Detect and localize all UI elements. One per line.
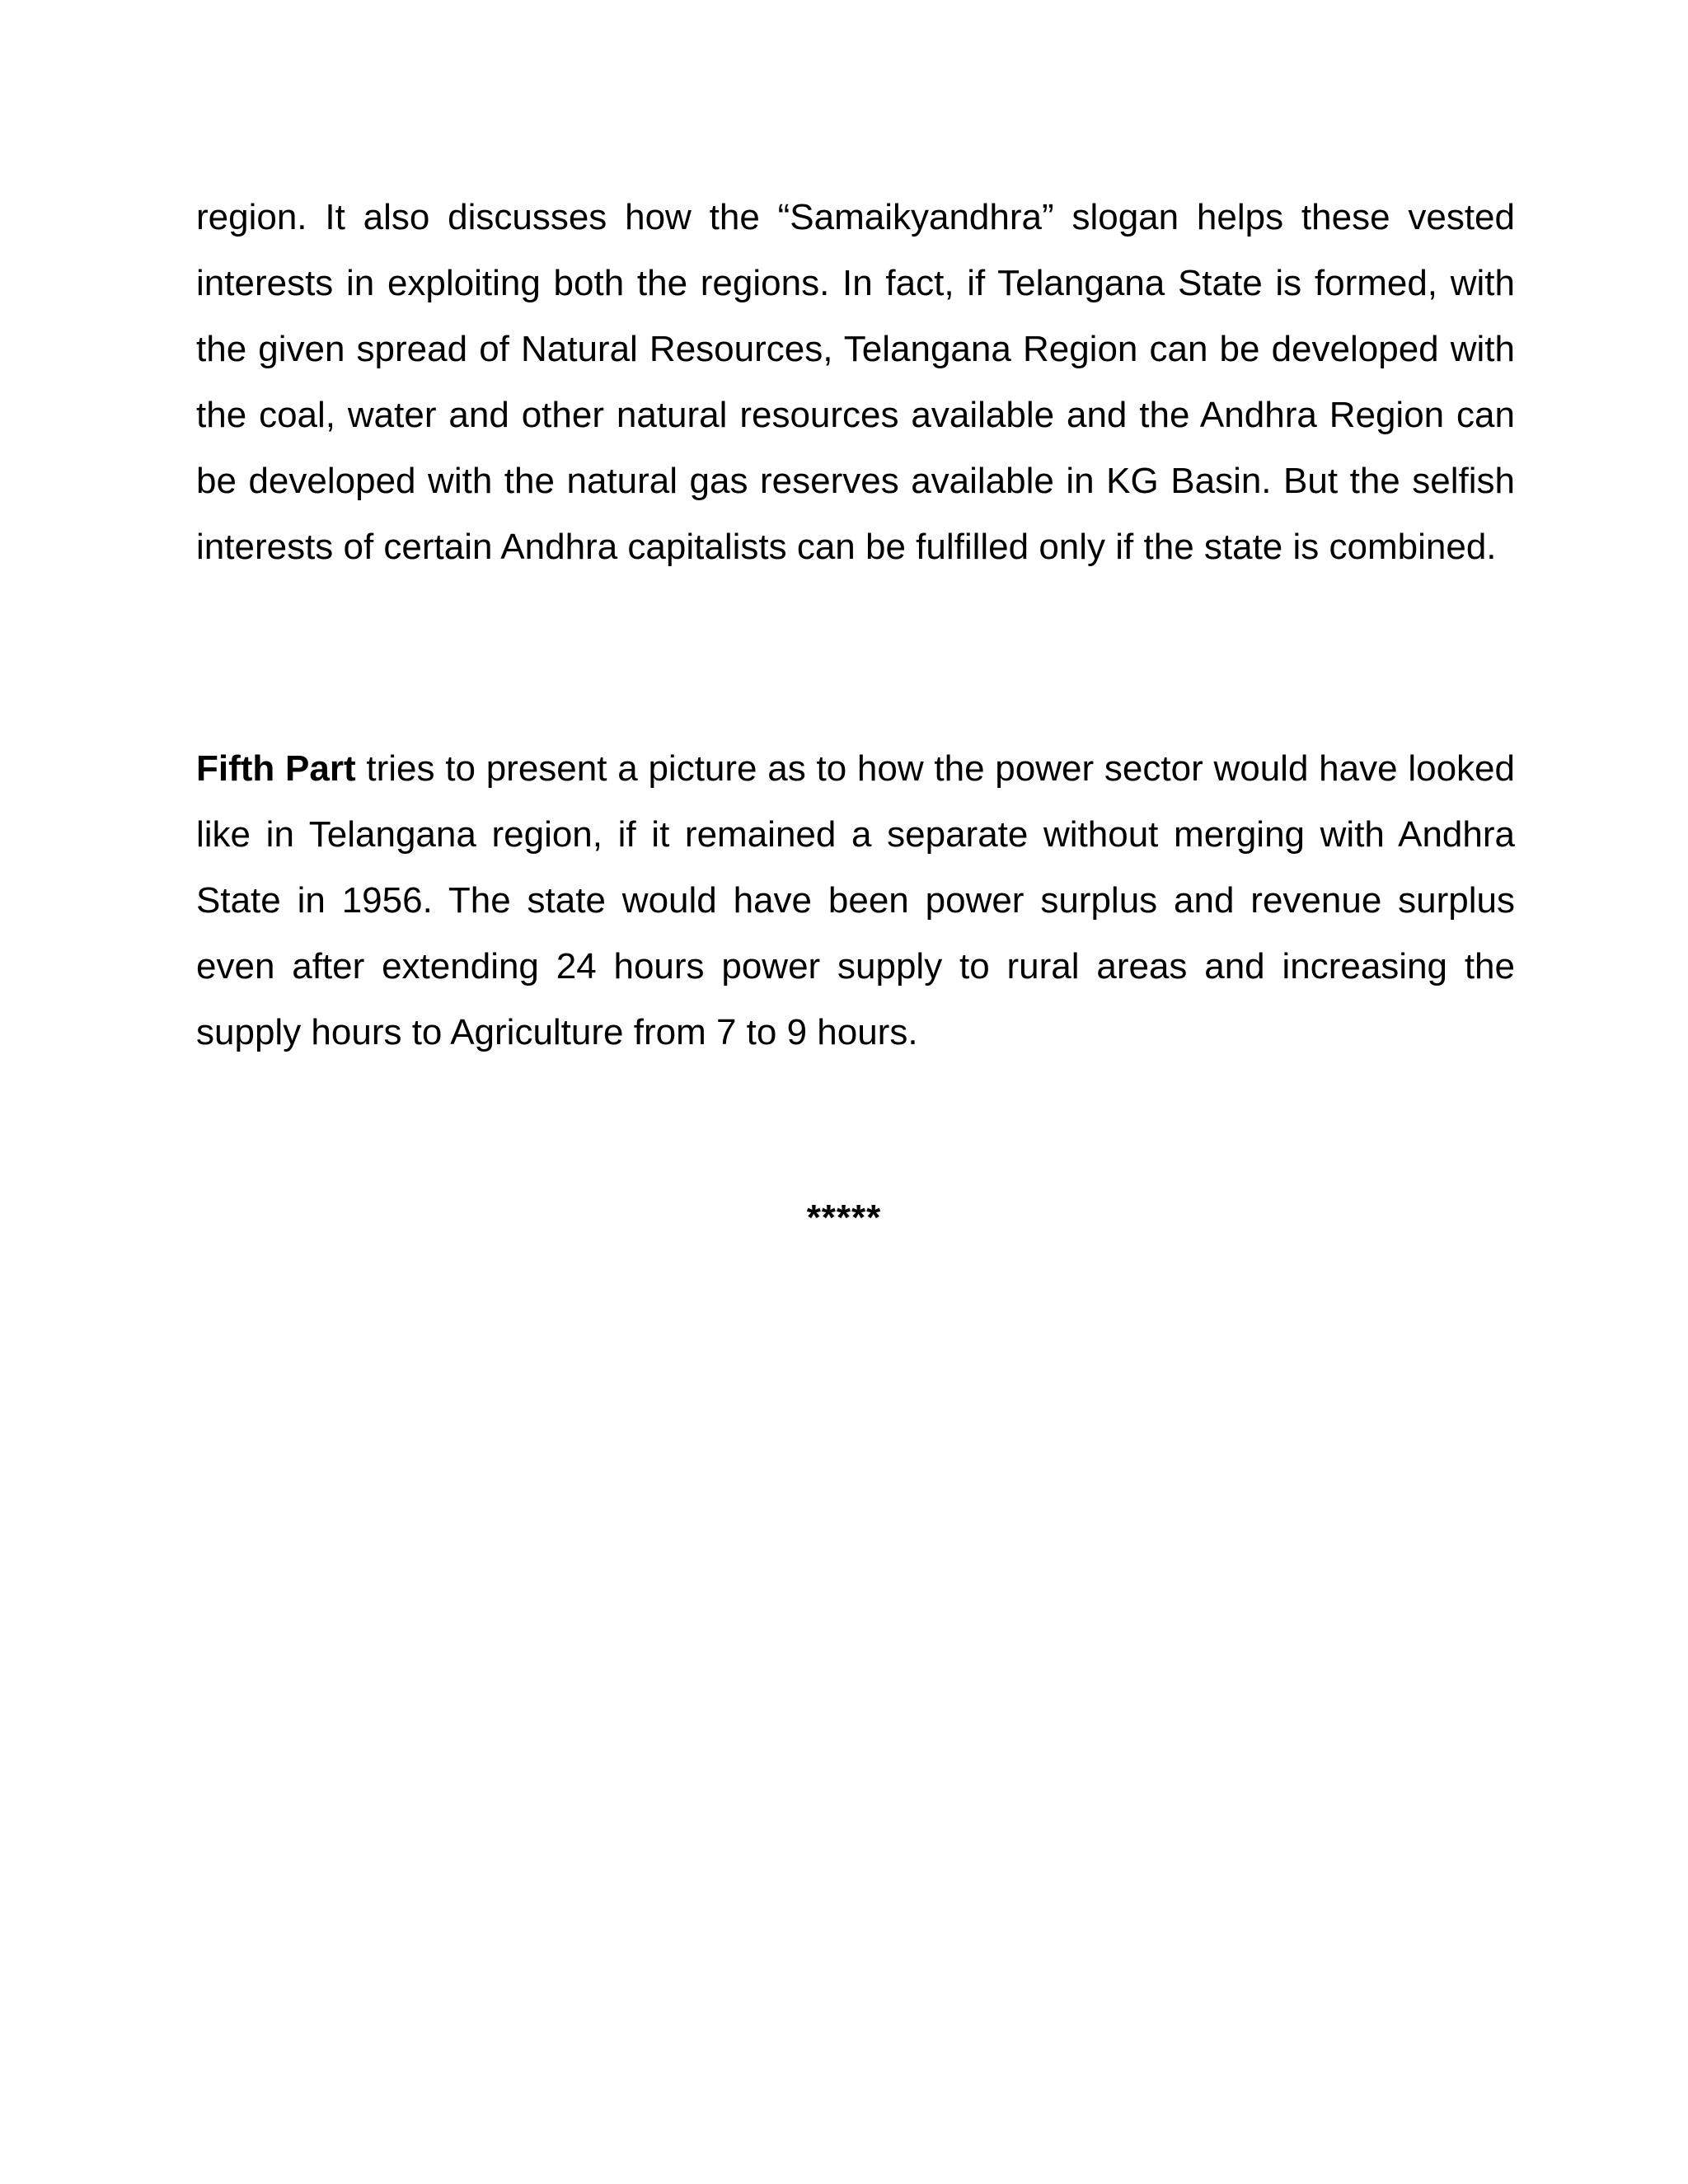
- paragraph-fifth-part: [196, 736, 1515, 1066]
- paragraph-natural-resources: region. It also discusses how the “Samaikyandhra” slogan helps these vested interests in exploiting both the regions. In fact, if Telangana State is formed, with the given spread of Natural Resources, Telangana Region can be developed with the coal, water and other natural resources available and the Andhra Region can be developed with the natural gas reserves available in KG Basin. But the selfish interests of certain Andhra capitalists can be fulfilled only if the state is combined.: [196, 197, 1515, 567]
- section-separator: *****: [806, 1197, 882, 1238]
- paragraph-lead-bold: Fifth Part: [196, 748, 356, 789]
- paragraph-body: tries to present a picture as to how the power sector would have looked like in Telangana region, if it remained a separate without merging with Andhra State in 1956. The state would have been power surplus and revenue surplus even after extending 24 hours power supply to rural areas and increasing the supply hours to Agriculture from 7 to 9 hours.: [196, 748, 1516, 1052]
